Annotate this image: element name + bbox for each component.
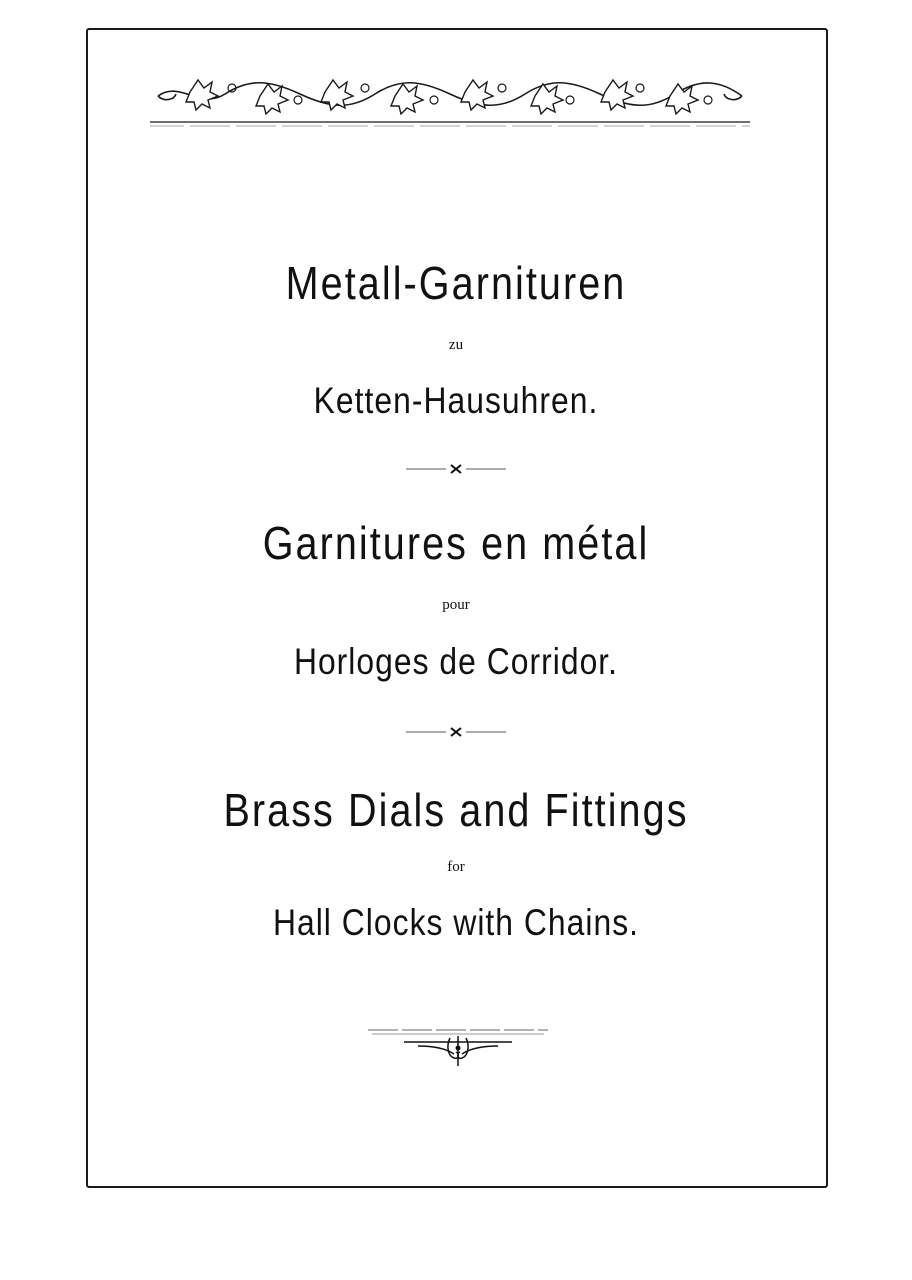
connector-english: for — [447, 859, 465, 875]
heading-german: Metall-Garnituren — [285, 257, 627, 309]
subheading-english: Hall Clocks with Chains. — [272, 902, 640, 943]
connector-french: pour — [442, 597, 470, 613]
scroll-flourish-icon — [368, 1024, 548, 1070]
subheading-german: Ketten-Hausuhren. — [313, 380, 599, 421]
heading-english: Brass Dials and Fittings — [223, 784, 689, 836]
cross-ornament-icon — [406, 726, 506, 738]
vine-leaf-border-icon — [150, 70, 750, 130]
cross-ornament-icon — [406, 463, 506, 475]
connector-german: zu — [448, 337, 464, 353]
subheading-french: Horloges de Corridor. — [293, 641, 619, 682]
heading-french: Garnitures en métal — [262, 517, 650, 569]
